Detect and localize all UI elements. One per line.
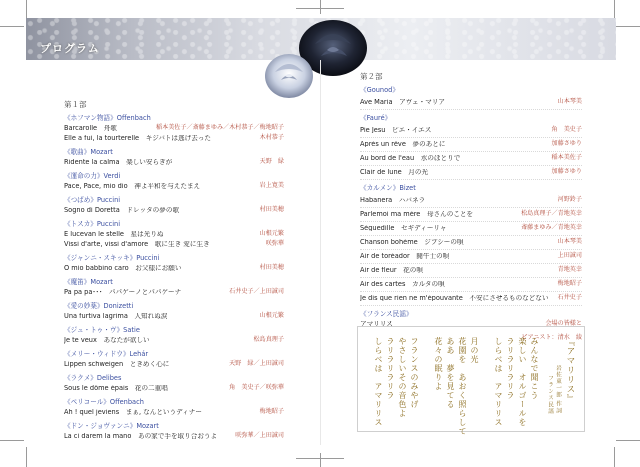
song-title: Air des cartes カルタの唄: [360, 280, 445, 288]
lyrics-box: [357, 326, 585, 436]
section-heading: 《ジュ・トゥ・ヴ》Satie: [64, 325, 140, 334]
song-title: E lucevan le stelle 星は光りぬ: [64, 231, 164, 238]
song-title: Air de toréador 闘牛士の唄: [360, 252, 450, 260]
program-section: [64, 423, 284, 442]
lyrics-line: みんなで聞こう: [530, 337, 539, 400]
program-section: [64, 149, 284, 168]
song-title: アマリリス: [360, 321, 393, 328]
song-title: Parlemoi ma mère 母さんのことを: [360, 210, 474, 218]
program-section: [64, 399, 284, 418]
crop-mark: [296, 458, 344, 459]
program-section: [64, 375, 284, 394]
program-section: [64, 173, 284, 192]
song-row: [64, 336, 284, 346]
section-heading: 《つばめ》Puccini: [64, 195, 121, 204]
song-title: Pa pa pa･･･ パパゲーノとパパゲーナ: [64, 289, 182, 296]
song-title: Je dis que rien ne m'épouvante 不安にさせるものなどない: [360, 294, 549, 302]
song-performer: 松島真理子／青地英幸: [521, 209, 582, 217]
song-performer: 上田誠司: [557, 251, 582, 259]
song-performer: 山本琴美: [557, 97, 582, 105]
crop-mark: [614, 447, 615, 467]
song-title: Ave Maria アヴェ・マリア: [360, 98, 445, 106]
song-title: Air de fleur 花の唄: [360, 266, 423, 274]
section-heading: 《Gounod》: [360, 85, 399, 94]
program-section: [64, 327, 284, 346]
song-row: [360, 138, 582, 152]
section-heading: 《Fauré》: [360, 113, 392, 122]
song-title: Habanera ハバネラ: [360, 196, 426, 204]
program-section: [64, 221, 284, 250]
song-row: [360, 194, 582, 208]
song-row: [360, 222, 582, 236]
song-row: [64, 182, 284, 192]
song-performer: 梅地昭子: [259, 408, 284, 416]
lyrics-title: 『アマリリス』: [565, 337, 575, 404]
song-row: [64, 124, 284, 134]
song-row: [64, 360, 284, 370]
lyrics-line: しらべは アマリリス: [374, 337, 383, 427]
rose-illustration: [255, 14, 375, 114]
pianist-credit: ピアニスト：清水 綾: [521, 333, 582, 341]
lyrics-line: ラリラリラリラ: [386, 337, 395, 400]
song-performer: 村田美穂: [259, 264, 284, 272]
song-row: [64, 408, 284, 418]
section-heading: 《愛の妙薬》Donizetti: [64, 301, 134, 310]
program-section: [360, 185, 582, 306]
section-heading: 《歌曲》Mozart: [64, 147, 113, 156]
song-performer: 稲本美佐子／斎藤まゆみ／木村恭子／梅地昭子: [156, 124, 284, 132]
page-title: プログラム: [40, 42, 100, 55]
song-performer: 河野鈴子: [557, 195, 582, 203]
section-heading: 《メリー・ウィドウ》Lehár: [64, 349, 149, 358]
section-heading: 《ラクメ》Delibes: [64, 373, 122, 382]
lyrics-credit: フランス民謡: [547, 375, 553, 415]
song-performer: 稲本美佐子: [551, 153, 582, 161]
program-section: [64, 255, 284, 274]
song-row: [360, 124, 582, 138]
song-title: Séguedille セギディーリャ: [360, 224, 447, 232]
song-row: [360, 236, 582, 250]
song-title: Pace, Pace, mio dio 神よ平和を与えたまえ: [64, 183, 201, 190]
song-title: Clair de lune 月の光: [360, 168, 429, 176]
crop-mark: [26, 447, 27, 467]
song-performer: 斎藤まゆみ／青地英幸: [521, 223, 582, 231]
program-section: [64, 279, 284, 298]
lyrics-line: ラリラリラリラ: [506, 337, 515, 400]
song-row: [64, 134, 284, 144]
song-row: [360, 292, 582, 306]
lyrics-line: フランスのみやげ: [410, 337, 419, 409]
crop-mark: [616, 440, 640, 441]
song-performer: 咲弥華／上田誠司: [235, 432, 284, 440]
song-title: Je te veux あなたが欲しい: [64, 337, 150, 344]
crop-mark: [320, 0, 321, 14]
lyrics-line: 花園を あおく照らして: [458, 337, 467, 436]
lyrics-credit: 岩佐東一郎 作詞: [555, 365, 561, 414]
program-section: [64, 351, 284, 370]
song-row: [64, 288, 284, 298]
crop-mark: [26, 0, 27, 20]
section-heading: 《魔笛》Mozart: [64, 277, 113, 286]
song-performer: 石井史子: [557, 293, 582, 301]
part-title: 第２部: [360, 72, 383, 81]
lyrics-line: 月の光: [470, 337, 479, 364]
song-performer: 松島真理子: [253, 336, 284, 344]
song-row: [64, 384, 284, 394]
lyrics-line: やさしいその音色よ: [398, 337, 407, 418]
part1-program: [64, 101, 284, 447]
song-title: Ridente la calma 楽しい安らぎが: [64, 159, 173, 166]
crop-mark: [614, 0, 615, 20]
program-section: [64, 115, 284, 144]
section-heading: 《ホフマン物語》Offenbach: [64, 113, 151, 122]
song-performer: 山本琴美: [557, 237, 582, 245]
section-heading: 《ドン・ジョヴァンニ》Mozart: [64, 421, 159, 430]
crop-mark: [296, 8, 344, 9]
part2-program: [360, 73, 582, 341]
song-performer: 梅地昭子: [557, 279, 582, 287]
song-title: Sous le dôme épais 花の二重唱: [64, 385, 168, 392]
crop-mark: [320, 453, 321, 467]
song-title: Ah ! quel jeviens まぁ, なんというディナー: [64, 409, 202, 416]
lyrics-line: ああ 夢を見てる: [446, 337, 455, 409]
program-section: [360, 115, 582, 180]
program-section: [64, 197, 284, 216]
lyrics-line: しらべは アマリリス: [494, 337, 503, 427]
lyrics-line: 楽しい オルゴールを: [518, 337, 527, 427]
song-title: Au bord de l'eau 水のほとりで: [360, 154, 461, 162]
song-row: [360, 166, 582, 180]
song-row: [360, 278, 582, 292]
song-performer: 加藤さゆり: [551, 167, 582, 175]
song-title: Una furtiva lagrima 人知れぬ涙: [64, 313, 168, 320]
song-performer: 会場の皆様と: [545, 320, 582, 328]
song-title: Chanson bohème ジプシーの唄: [360, 238, 464, 246]
song-row: [360, 96, 582, 110]
song-performer: 角 美史子／咲弥華: [229, 384, 284, 392]
crop-mark: [616, 26, 640, 27]
song-performer: 天野 緑: [259, 158, 284, 166]
song-title: Elle a fui, la tourterelle キジバトは逃げ去った: [64, 135, 211, 142]
song-performer: 石井史子／上田誠司: [229, 288, 284, 296]
song-row: [64, 432, 284, 442]
program-section: [360, 87, 582, 110]
song-performer: 青地英幸: [557, 265, 582, 273]
song-title: Vissi d'arte, vissi d'amore 歌に生き 愛に生き: [64, 241, 210, 248]
song-title: La ci darem la mano あの家で手を取り合おうよ: [64, 433, 218, 440]
crop-mark: [0, 26, 24, 27]
section-heading: 《運命の力》Verdi: [64, 171, 121, 180]
song-performer: 角 美史子: [551, 125, 582, 133]
song-title: Pie Jesu ピエ・イエス: [360, 126, 432, 134]
page-divider: [320, 60, 321, 445]
section-heading: 《トスカ》Puccini: [64, 219, 121, 228]
song-row: [360, 264, 582, 278]
song-title: Après un rêve 夢のあとに: [360, 140, 446, 148]
song-performer: 木村恭子: [259, 134, 284, 142]
song-title: O mio babbino caro お父様にお願い: [64, 265, 182, 272]
song-performer: 天野 緑／上田誠司: [229, 360, 284, 368]
song-row: [64, 240, 284, 250]
song-performer: 村田美穂: [259, 206, 284, 214]
song-title: Barcarolle 舟歌: [64, 125, 117, 132]
program-section: [64, 303, 284, 322]
song-row: [64, 206, 284, 216]
lyrics-line: 花々の眠りよ: [434, 337, 443, 391]
section-heading: 《フランス民謡》: [360, 309, 413, 318]
song-row: [64, 158, 284, 168]
song-row: [64, 312, 284, 322]
part-title: 第１部: [64, 100, 87, 109]
song-row: [360, 208, 582, 222]
song-performer: 加藤さゆり: [551, 139, 582, 147]
song-performer: 山根元繁: [259, 312, 284, 320]
song-title: Sogno di Doretta ドレッタの夢の歌: [64, 207, 180, 214]
song-row: [64, 264, 284, 274]
section-heading: 《ペリコール》Offenbach: [64, 397, 144, 406]
crop-mark: [0, 440, 24, 441]
song-performer: 山根元繁: [259, 230, 284, 238]
song-title: Lippen schweigen ときめく心に: [64, 361, 170, 368]
song-row: [360, 152, 582, 166]
section-heading: 《ジャンニ・スキッキ》Puccini: [64, 253, 160, 262]
song-row: [360, 250, 582, 264]
song-performer: 咲弥華: [265, 240, 284, 248]
section-heading: 《カルメン》Bizet: [360, 183, 416, 192]
song-row: [64, 230, 284, 240]
song-performer: 岩上寛美: [259, 182, 284, 190]
